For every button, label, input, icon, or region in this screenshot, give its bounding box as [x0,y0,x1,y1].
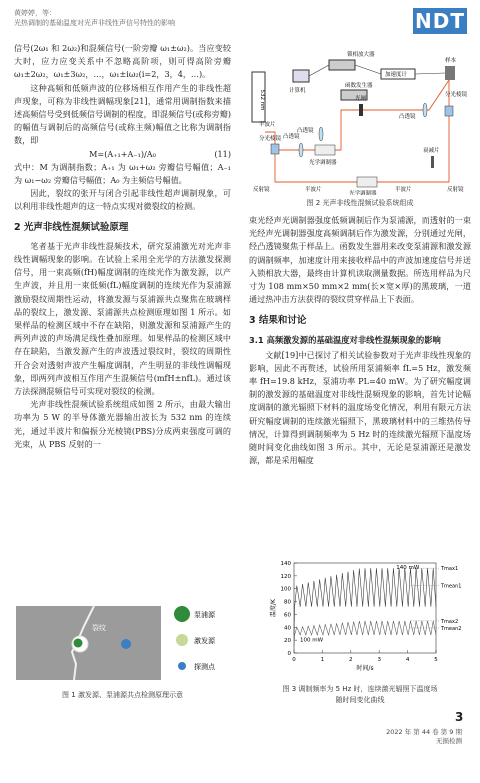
equation-11 [14,148,231,161]
convex1-label: 凸透镜 [283,134,300,140]
paragraph: 束光经声光调制器强度低频调制后作为泵浦源，而透射的一束光经声光调制器强度高频调制后作为激发源，分别通过光闸，经凸透镜聚焦于样品上。函数发生器用来改变泵浦源和激发源的调制频率，加速度计用来接收样品中的声波加速度信号并送入锁相放大器，最终由计算机读取测量数据。所选用样品为尺寸为 108 mm×50 mm×2 mm(长×宽×厚)的黑玻璃，一道通过热冲击方法获得的裂纹贯穿样品上下表面。 [249,215,471,305]
y-tick-label: 0 [287,651,291,657]
right-column [249,214,471,467]
legend-probe: 探测点 [194,663,215,671]
halfwave2-label: 半波片 [305,187,322,193]
series-label: 140 mW [396,565,420,571]
ao2-box [357,177,377,187]
computer-icon [293,70,309,82]
atten-label: 衰减片 [423,148,440,154]
temperature-chart [268,557,468,675]
mirror1-label: 反射镜 [253,187,270,193]
legend-excite-icon [176,634,188,646]
x-tick-label: 4 [405,657,410,663]
x-axis-label: 时间/s [356,665,374,672]
envelope-label: Tmean2 [441,625,462,632]
halfwave1-label: 半波片 [259,122,276,128]
header-title: 光热调制的基础温度对光声非线性声信号特性的影响 [14,19,175,27]
y-tick-label: 100 [280,586,291,593]
pbs2-label: 分光棱镜 [445,92,468,98]
subsection-heading: 3.1 高频激发源的基础温度对非线性混频现象的影响 [249,334,441,345]
y-tick-label: 80 [284,599,291,606]
figure-1 [14,604,231,684]
running-header [14,8,175,28]
paragraph: 式中：M 为调制指数；A₊₁ 为 ω₁+ω₂ 旁瓣信号幅值；A₋₁ 为 ω₁−ω₂ 旁瓣信号幅值；A₀ 为主频信号幅值。 [14,161,231,186]
legend-pump: 泵浦源 [194,611,215,619]
sample-label: 样本 [445,58,457,64]
paragraph: 笔者基于光声非线性混频技术，研究泵浦激光对光声非线性调幅现象的影响。在试验上采用全光学的方法激发探测信号，用一束高频(fH)幅度调制的连续光作为激发源，以产生声波，并且用一束低频(fL)幅度调制的连续光作为泵浦源激励裂纹周期性运动，将激发源与泵浦源共点聚焦在玻璃样品的裂纹上，激发源、泵浦源共点检测原理如图 1 所示。如果样品的检测区域中不存在缺陷，则激发源和泵浦源产生的两列声波的声场满足线性叠加原理。如果样品的检测区域中存在缺陷，当激发源产生的声波透过裂纹时，裂纹的周期性开合会对透射声波产生幅度调制，产生明显的非线性调幅现象，即两列声波相互作用产生混频信号(mfH±nfL)。通过该方法探测混频信号可实现对裂纹的检测。 [14,240,231,397]
convex3-icon [319,127,323,141]
equation-text: M=(A₊₁+A₋₁)/A₀ [89,148,156,159]
mirror2-label: 反射镜 [447,187,464,193]
journal-logo: NDT [413,8,467,34]
paragraph: 这种高频和低频声波的位移场相互作用产生的非线性超声现象，可称为非线性调幅现象[21]，通常用调制指数来描述高频信号受到低频信号调制的程度，即混频信号(或称旁瓣)的幅值与调制后的高频信号(或称主频)幅值之比称为调制指数，即 [14,82,231,146]
ao2-label: 光学调制器 [349,191,377,195]
page-number: 3 [455,710,464,724]
figure-3-caption-line2: 随时间变化曲线 [335,696,385,704]
series-label: 100 mW [300,637,324,644]
section-heading: 3 结果和讨论 [249,315,307,327]
y-axis-label: 温度/K [270,599,277,617]
y-tick-label: 20 [284,638,291,645]
halfwave3-label: 半波片 [395,187,412,193]
figure-2-caption: 图 2 光声非线性混频试验系统组成 [306,199,414,207]
footer-info [386,728,462,746]
footer-journal: 无损检测 [436,737,462,745]
paragraph: 光声非线性混频试验系统组成如图 2 所示，由最大输出功率为 5 W 的半导体激光器输出波长为 532 nm 的连续光，通过半波片和偏振分光棱镜(PBS)分成两束强度可调的光束，从 PBS 反射的一 [14,399,231,449]
y-tick-label: 140 [280,561,291,567]
figure-3-caption-line1: 图 3 调制频率为 5 Hz 时，连续激光辐照下温度场 [282,685,438,693]
ao-label: 光学调制器 [309,160,337,166]
computer-label: 计算机 [289,88,306,94]
pump-spot [74,639,83,648]
section-heading: 2 光声非线性混频试验原理 [14,221,129,233]
legend-excite: 激发源 [194,637,215,645]
shutter-icon [359,104,363,116]
footer-issue: 2022 年 第 44 卷 第 9 期 [386,728,462,736]
series-line [294,568,436,634]
lockin-label: 锁相放大器 [347,52,375,58]
sample-box [445,66,455,80]
siggen-label: 函数发生器 [345,83,373,89]
figure-2 [249,40,471,195]
x-tick-label: 0 [292,657,296,663]
equation-number: (11) [214,148,231,159]
shutter-label: 光闸 [355,96,367,102]
crack-label: 裂纹 [92,624,106,632]
atten-icon [431,156,434,168]
envelope-label: Tmean1 [441,583,462,590]
x-tick-label: 5 [434,657,438,663]
ao-box [315,145,335,155]
y-tick-label: 120 [280,573,291,580]
figure-3 [268,557,468,675]
lockin-box [329,60,355,70]
legend-probe-icon [178,662,186,670]
pbs2-icon [445,106,453,116]
paragraph: 因此，裂纹的张开与闭合引起非线性超声调制现象，可以利用非线性超声的这一特点实现对微裂纹的检测。 [14,188,231,212]
figure-1-caption: 图 1 激发源、泵浦源共点检测原理示意 [62,691,183,699]
x-tick-label: 2 [349,657,353,663]
paragraph: 文献[19]中已探讨了相关试验参数对于光声非线性现象的影响，因此不再赘述，试验所用泵浦频率 fL=5 Hz，激发频率 fH=19.8 kHz，泵浦功率 PL=40 mW。为了研究幅度调制的激发源的基础温度对非线性混频现象的影响，首先讨论幅度调制的激光辐照下材料的温度场变化情况，利用有限元方法研究幅度调制的连续激光辐照下，黑玻璃材料中的三维热传导情况，计算得到调制频率为 5 Hz 时的连续激光辐照下温度场随时间变化曲线如图 3 所示。其中，无论是泵浦源还是激发源，都是采用幅度 [249,349,471,466]
y-tick-label: 60 [284,612,291,619]
convex3-label: 凸透镜 [297,128,314,134]
envelope-label: Tmax2 [441,618,459,625]
convex2-icon [423,103,427,117]
x-tick-label: 1 [320,657,325,663]
left-column [14,42,231,451]
convex1-icon [299,143,303,157]
figure-3-caption [249,684,471,706]
laser-label: 532 nm [259,89,265,111]
paragraph: 信号(2ω₁ 和 2ω₂)和混频信号(一阶旁瓣 ω₁±ω₂)。当应变较大时，应力应变关系中不忽略高阶项，则可得高阶旁瓣 ω₁±2ω₂，ω₁±3ω₂，…，ω₁±iω₂(i=2，3，4，…)。 [14,43,231,80]
pbs1-label: 分光棱镜 [259,136,282,142]
convex2-label: 凸透镜 [399,114,416,120]
legend-pump-icon [174,606,190,622]
y-tick-label: 40 [284,625,291,632]
header-authors: 黄婷婷，等： [14,9,56,17]
pbs1-icon [271,144,279,154]
accel-label: 加速度计 [385,72,408,78]
probe-point [121,639,131,649]
x-tick-label: 3 [377,657,381,663]
envelope-label: Tmax1 [441,566,459,573]
